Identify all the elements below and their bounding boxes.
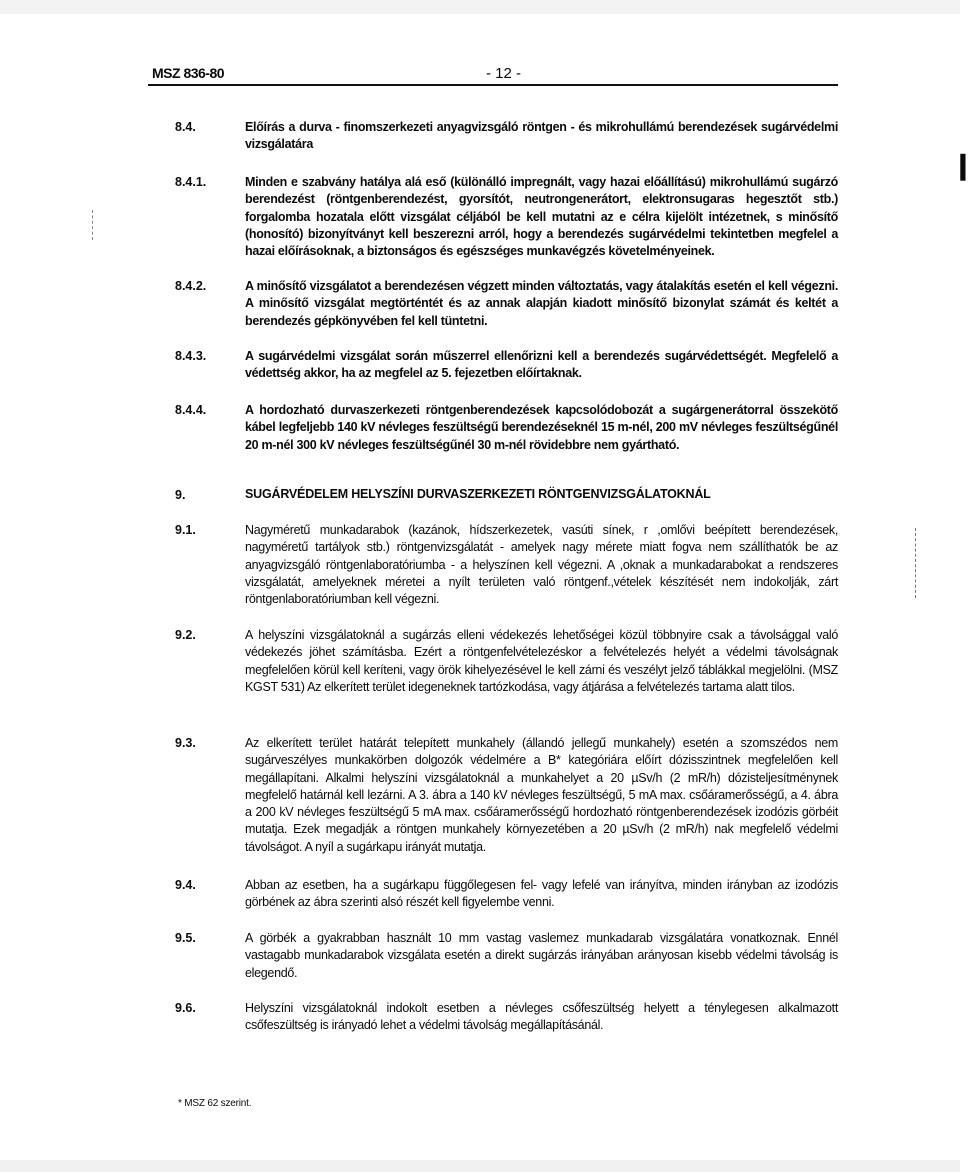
margin-dots-right [915, 528, 919, 598]
section-number: 9.3. [175, 736, 196, 750]
chapter-number: 9. [175, 488, 186, 502]
section-text: Helyszíni vizsgálatoknál indokolt esetben a névleges csőfeszültség helyett a ténylegesen alkalmazott csőfeszültség is irányadó lehet a védelmi távolság megállapításánál. [245, 1001, 838, 1033]
scan-edge-top [0, 0, 960, 14]
section-text: Az elkerített terület határát telepített munkahely (állandó jellegű munkahely) esetén a szomszédos nem sugárveszélyes munkakörben dolgozók védelmére a B* kategóriára előírt dózisszintnek megfelelően kell megállapítani. Alkalmi helyszíni vizsgálatoknál a munkahelyet a 20 µSv/h (2 mR/h) dózisteljesítménynek megfelelő határnál kell lezárni. A 3. ábra a 140 kV névleges feszültségű, 5 mA max. csőáramerősségű, a 4. ábra a 200 kV névleges feszültségű 5 mA max. csőáramerősségű hordozható röntgenberendezések izodózis görbéit mutatja. Ezek megadják a röntgen munkahely környezetében a 20 µSv/h (2 mR/h) nak megfelelő védelmi távolságot. A nyíl a sugárkapu irányát mutatja. [245, 736, 838, 854]
section-text: A helyszíni vizsgálatoknál a sugárzás elleni védekezés lehetőségei közül többnyire csak a távolsággal való védekezés jöhet számításba. Ezért a röntgenfelvételezéskor a felvételezés helyét a védelmi távolságnak megfelelően körül kell keríteni, vagy örök kihelyezésével le kell zárni és veszélyt jelző táblákkal megjelölni. (MSZ KGST 531) Az elkerített terület idegeneknek tartózkodása, vagy átjárása a felvételezés tartama alatt tilos. [245, 628, 838, 694]
standard-code: MSZ 836-80 [152, 65, 225, 81]
section-text: Nagyméretű munkadarabok (kazánok, hídszerkezetek, vasúti sínek, r ,omlővi beépített berendezések, nagyméretű tartályok stb.) röntgenvizsgálatát - amelyek nagy mérete miatt fogva nem szállíthatók be az anyagvizsgáló röntgenlaboratóriumba - a helyszínen kell végezni. A ,oknak a munkadarabokat a rendszeres vizsgálatát, amelyeknek méretei a nyílt területen való röntgenf.,vételek készítését nem indokolják, zárt röntgenlaboratóriumban kell végezni. [245, 523, 838, 607]
section-number: 8.4.1. [175, 175, 207, 189]
margin-mark: ❙ [952, 150, 974, 180]
section-number: 9.5. [175, 931, 196, 945]
section-text: A sugárvédelmi vizsgálat során műszerrel ellenőrizni kell a berendezés sugárvédettségét. Megfelelő a védettség akkor, ha az megfelel az 5. fejezetben előírtaknak. [245, 349, 838, 381]
section-text: A hordozható durvaszerkezeti röntgenberendezések kapcsolódobozát a sugárgenerátorral összekötő kábel legfeljebb 140 kV névleges feszültségű berendezéseknél 15 m-nél, 200 mV névleges feszültségűnél 20 m-nél 300 kV névleges feszültségűnél 30 m-nél rövidebbre nem gyártható. [245, 403, 838, 452]
scan-edge-bottom [0, 1160, 960, 1172]
section-text: A görbék a gyakrabban használt 10 mm vastag vaslemez munkadarab vizsgálatára vonatkoznak. Ennél vastagabb munkadarabok vizsgálata esetén a direkt sugárzás irányában arányosan kisebb védelmi távolság is elegendő. [245, 931, 838, 980]
section-number: 9.1. [175, 523, 196, 537]
margin-dots-left [92, 210, 96, 240]
page-number: - 12 - [486, 65, 522, 82]
section-number: 8.4. [175, 120, 196, 134]
section-number: 8.4.4. [175, 403, 207, 417]
footnote: * MSZ 62 szerint. [178, 1098, 252, 1109]
section-text: Minden e szabvány hatálya alá eső (különálló impregnált, vagy hazai előállítású) mikrohullámú sugárzó berendezést (röntgenberendezést, gyorsítót, neutrongenerátort, elektronsugaras hegesztőt stb.) forgalomba hozatala előtt vizsgálat céljából be kell mutatni az e célra kijelölt intézetnek, s minősítő (honosító) bizonyítványt kell beszerezni arról, hogy a berendezés sugárvédelmi tekintetben megfelel a hazai előírásoknak, a biztonságos és egészséges munkavégzés követelményeinek. [245, 175, 838, 259]
section-number: 8.4.2. [175, 279, 207, 293]
header-rule [148, 84, 838, 86]
section-number: 9.4. [175, 878, 196, 892]
chapter-title: SUGÁRVÉDELEM HELYSZÍNI DURVASZERKEZETI RÖNTGENVIZSGÁLATOKNÁL [245, 487, 711, 501]
section-number: 9.2. [175, 628, 196, 642]
section-number: 9.6. [175, 1001, 196, 1015]
section-number: 8.4.3. [175, 349, 207, 363]
section-text: Abban az esetben, ha a sugárkapu függőlegesen fel- vagy lefelé van irányítva, minden irányban az izodózis görbének az ábra szerinti alsó részét kell figyelembe venni. [245, 878, 838, 910]
section-title: Előírás a durva - finomszerkezeti anyagvizsgáló röntgen - és mikrohullámú berendezések sugárvédelmi vizsgálatára [245, 120, 838, 152]
section-text: A minősítő vizsgálatot a berendezésen végzett minden változtatás, vagy átalakítás esetén el kell végezni. A minősítő vizsgálat megtörténtét és az annak alapján kiadott minősítő bizonylat számát és keltét a berendezés gépkönyvében fel kell tüntetni. [245, 279, 838, 328]
